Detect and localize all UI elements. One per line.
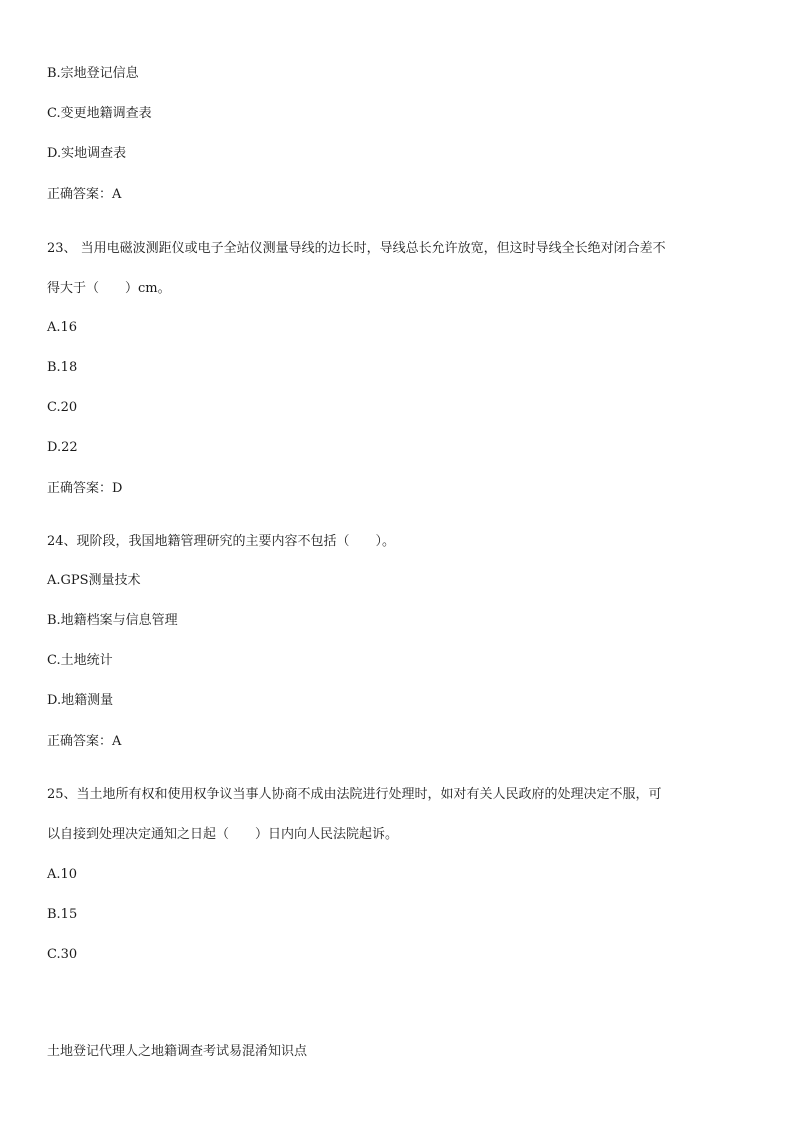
page-footer-title: 土地登记代理人之地籍调查考试易混淆知识点 xyxy=(47,1044,308,1059)
option-b: B.宗地登记信息 xyxy=(47,66,139,81)
question-25-option-a: A.10 xyxy=(47,867,78,882)
option-c: C.变更地籍调查表 xyxy=(47,106,152,121)
option-d: D.实地调查表 xyxy=(47,146,127,161)
question-23-option-b: B.18 xyxy=(47,360,78,375)
question-24-option-b: B.地籍档案与信息管理 xyxy=(47,613,178,628)
question-23-text-line2: 得大于（ ）cm。 xyxy=(47,281,171,296)
question-23-option-c: C.20 xyxy=(47,400,78,415)
question-24-option-d: D.地籍测量 xyxy=(47,693,114,708)
question-24-option-c: C.土地统计 xyxy=(47,653,113,668)
question-25-option-c: C.30 xyxy=(47,947,78,962)
question-23-text-line1: 23、 当用电磁波测距仪或电子全站仪测量导线的边长时，导线总长允许放宽，但这时导线全长绝对闭合差不 xyxy=(47,241,666,256)
question-23-option-a: A.16 xyxy=(47,320,78,335)
question-25-text-line2: 以自接到处理决定通知之日起（ ）日内向人民法院起诉。 xyxy=(47,827,399,842)
question-23-answer: 正确答案：D xyxy=(47,481,123,496)
question-25-text-line1: 25、当土地所有权和使用权争议当事人协商不成由法院进行处理时，如对有关人民政府的处理决定不服，可 xyxy=(47,787,662,802)
question-23-option-d: D.22 xyxy=(47,440,78,455)
question-24-answer: 正确答案：A xyxy=(47,734,122,749)
question-24-option-a: A.GPS测量技术 xyxy=(47,573,141,588)
question-25-option-b: B.15 xyxy=(47,907,78,922)
question-24-text: 24、现阶段，我国地籍管理研究的主要内容不包括（ ）。 xyxy=(47,534,396,549)
answer-line: 正确答案：A xyxy=(47,187,122,202)
